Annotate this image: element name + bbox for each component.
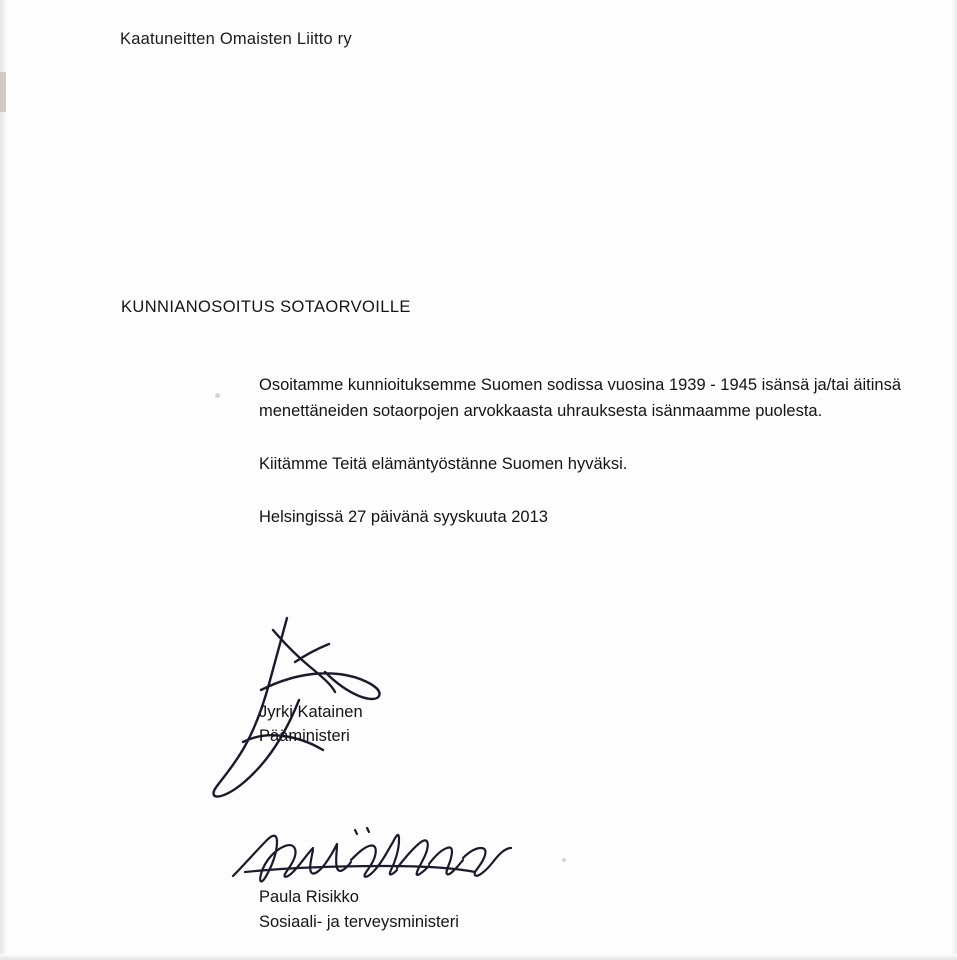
body-paragraph-1: Osoitamme kunnioituksemme Suomen sodissa vuosina 1939 - 1945 isänsä ja/tai äitinsä menettäneiden sotaorpojen arvokkaasta uhrauksesta isänmaamme puolesta. <box>259 376 902 420</box>
body-paragraph-3-dateline: Helsingissä 27 päivänä syyskuuta 2013 <box>259 508 548 526</box>
signatory-role-1: Pääministeri <box>259 727 350 745</box>
scan-speck <box>562 858 566 862</box>
document-body <box>259 372 949 530</box>
scan-artifact-mark <box>0 72 6 112</box>
signatory-role-2: Sosiaali- ja terveysministeri <box>259 913 459 931</box>
scan-edge-left <box>0 0 7 960</box>
organization-name: Kaatuneitten Omaisten Liitto ry <box>120 30 352 48</box>
signatory-name-2: Paula Risikko <box>259 888 359 906</box>
body-paragraph-2: Kiitämme Teitä elämäntyöstänne Suomen hyväksi. <box>259 455 628 473</box>
page-title: KUNNIANOSOITUS SOTAORVOILLE <box>121 298 411 316</box>
scan-speck <box>215 393 220 398</box>
scan-edge-bottom <box>0 954 957 960</box>
signatory-name-1: Jyrki Katainen <box>259 703 363 721</box>
scan-edge-right <box>952 0 957 960</box>
